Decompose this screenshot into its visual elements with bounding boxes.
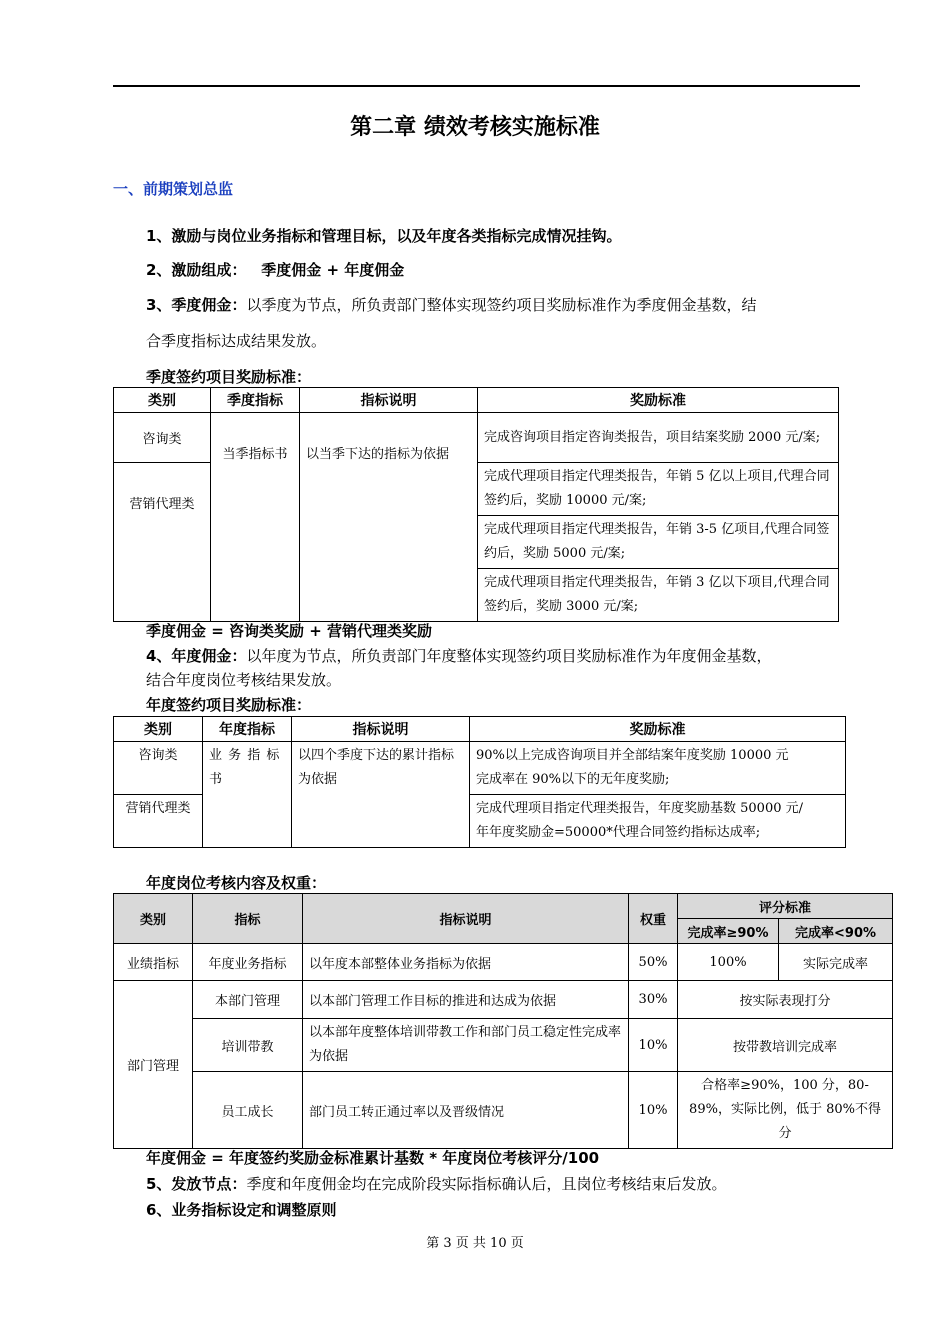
t3-row3-indicator: 培训带教 (193, 1019, 303, 1072)
paragraph-2-label: 2、激励组成： (146, 261, 247, 279)
t1-indicator: 当季指标书 (211, 413, 300, 622)
t2-header-category: 类别 (114, 717, 203, 742)
t3-header-rate-high: 完成率≥90% (678, 919, 779, 944)
quarterly-reward-table (113, 387, 839, 622)
section-heading: 一、前期策划总监 (113, 180, 234, 198)
t3-header-rate-low: 完成率<90% (779, 919, 893, 944)
formula-quarterly: 季度佣金 = 咨询类奖励 + 营销代理类奖励 (146, 622, 433, 640)
t2-reward-1 (470, 742, 846, 795)
page-footer: 第 3 页 共 10 页 (426, 1236, 524, 1251)
t1-description: 以当季下达的指标为依据 (300, 413, 478, 622)
paragraph-2-text: 季度佣金 + 年度佣金 (261, 261, 405, 279)
paragraph-5 (146, 1173, 726, 1194)
t2-cat-consult: 咨询类 (114, 742, 203, 795)
t3-row2-weight: 30% (629, 981, 678, 1019)
t3-header-description: 指标说明 (303, 894, 629, 944)
paragraph-6: 6、业务指标设定和调整原则 (146, 1201, 337, 1219)
paragraph-3-label: 3、季度佣金： (146, 296, 247, 314)
table2-caption: 年度签约项目奖励标准： (146, 696, 312, 714)
t3-row1-score-high: 100% (678, 944, 779, 981)
t2-reward-2-line-1: 完成代理项目指定代理类报告，年度奖励基数 50000 元/ (476, 801, 803, 816)
t1-reward-2: 完成代理项目指定代理类报告，年销 5 亿以上项目,代理合同签约后，奖励 10000 元/案; (478, 463, 839, 516)
t3-row3-weight: 10% (629, 1019, 678, 1072)
t3-row1-weight: 50% (629, 944, 678, 981)
t2-reward-1-line-2: 完成率在 90%以下的无年度奖励; (476, 772, 670, 787)
t2-header-indicator: 年度指标 (203, 717, 292, 742)
paragraph-5-text: 季度和年度佣金均在完成阶段实际指标确认后，且岗位考核结束后发放。 (246, 1175, 727, 1193)
paragraph-4 (146, 645, 771, 666)
t3-row2-score: 按实际表现打分 (678, 981, 893, 1019)
paragraph-3 (146, 294, 756, 315)
t3-header-category: 类别 (114, 894, 193, 944)
paragraph-4-text: 以年度为节点，所负责部门年度整体实现签约项目奖励标准作为年度佣金基数， (246, 647, 772, 665)
t3-row2-description: 以本部门管理工作目标的推进和达成为依据 (303, 981, 629, 1019)
t3-row4-description: 部门员工转正通过率以及晋级情况 (303, 1072, 629, 1149)
t2-description: 以四个季度下达的累计指标为依据 (292, 742, 470, 848)
t1-reward-3: 完成代理项目指定代理类报告，年销 3-5 亿项目,代理合同签约后，奖励 5000 元/案; (478, 516, 839, 569)
table3-caption: 年度岗位考核内容及权重： (146, 874, 327, 892)
t3-row2-indicator: 本部门管理 (193, 981, 303, 1019)
formula-annual: 年度佣金 = 年度签约奖励金标准累计基数 * 年度岗位考核评分/100 (146, 1149, 600, 1167)
t1-header-description: 指标说明 (300, 388, 478, 413)
t1-header-reward: 奖励标准 (478, 388, 839, 413)
t3-row4-indicator: 员工成长 (193, 1072, 303, 1149)
paragraph-3-continued: 合季度指标达成结果发放。 (146, 332, 327, 350)
t3-header-indicator: 指标 (193, 894, 303, 944)
t2-cat-marketing: 营销代理类 (114, 795, 203, 848)
table1-caption: 季度签约项目奖励标准： (146, 368, 312, 386)
paragraph-1: 1、激励与岗位业务指标和管理目标，以及年度各类指标完成情况挂钩。 (146, 227, 622, 245)
t3-header-weight: 权重 (629, 894, 678, 944)
chapter-title: 第二章 绩效考核实施标准 (350, 115, 600, 140)
t3-row1-score-low: 实际完成率 (779, 944, 893, 981)
t1-cat-consult: 咨询类 (114, 413, 211, 463)
t3-row4-weight: 10% (629, 1072, 678, 1149)
t3-header-scoring: 评分标准 (678, 894, 893, 919)
paragraph-3-text: 以季度为节点，所负责部门整体实现签约项目奖励标准作为季度佣金基数，结 (246, 296, 757, 314)
t2-indicator: 业 务 指 标 书 (203, 742, 292, 848)
paragraph-2 (146, 259, 404, 280)
header-rule (113, 85, 860, 87)
t3-row1-description: 以年度本部整体业务指标为依据 (303, 944, 629, 981)
assessment-weight-table (113, 893, 893, 1149)
t3-row1-indicator: 年度业务指标 (193, 944, 303, 981)
t3-row1-category: 业绩指标 (114, 944, 193, 981)
paragraph-4-label: 4、年度佣金： (146, 647, 247, 665)
paragraph-5-label: 5、发放节点： (146, 1175, 247, 1193)
t3-row3-description: 以本部年度整体培训带教工作和部门员工稳定性完成率为依据 (303, 1019, 629, 1072)
t2-reward-1-line-1: 90%以上完成咨询项目并全部结案年度奖励 10000 元 (476, 748, 789, 763)
t3-category-dept: 部门管理 (114, 981, 193, 1149)
paragraph-4-continued: 结合年度岗位考核结果发放。 (146, 671, 342, 689)
t1-header-category: 类别 (114, 388, 211, 413)
t2-reward-2 (470, 795, 846, 848)
t3-row3-score: 按带教培训完成率 (678, 1019, 893, 1072)
t2-header-reward: 奖励标准 (470, 717, 846, 742)
annual-reward-table (113, 716, 846, 848)
t1-reward-4: 完成代理项目指定代理类报告，年销 3 亿以下项目,代理合同签约后，奖励 3000 元/案; (478, 569, 839, 622)
t1-header-indicator: 季度指标 (211, 388, 300, 413)
t2-reward-2-line-2: 年年度奖励金=50000*代理合同签约指标达成率; (476, 825, 761, 840)
t1-reward-1: 完成咨询项目指定咨询类报告，项目结案奖励 2000 元/案; (478, 413, 839, 463)
t2-header-description: 指标说明 (292, 717, 470, 742)
t1-cat-marketing: 营销代理类 (114, 463, 211, 622)
t3-row4-score: 合格率≥90%，100 分，80-89%，实际比例，低于 80%不得分 (678, 1072, 893, 1149)
